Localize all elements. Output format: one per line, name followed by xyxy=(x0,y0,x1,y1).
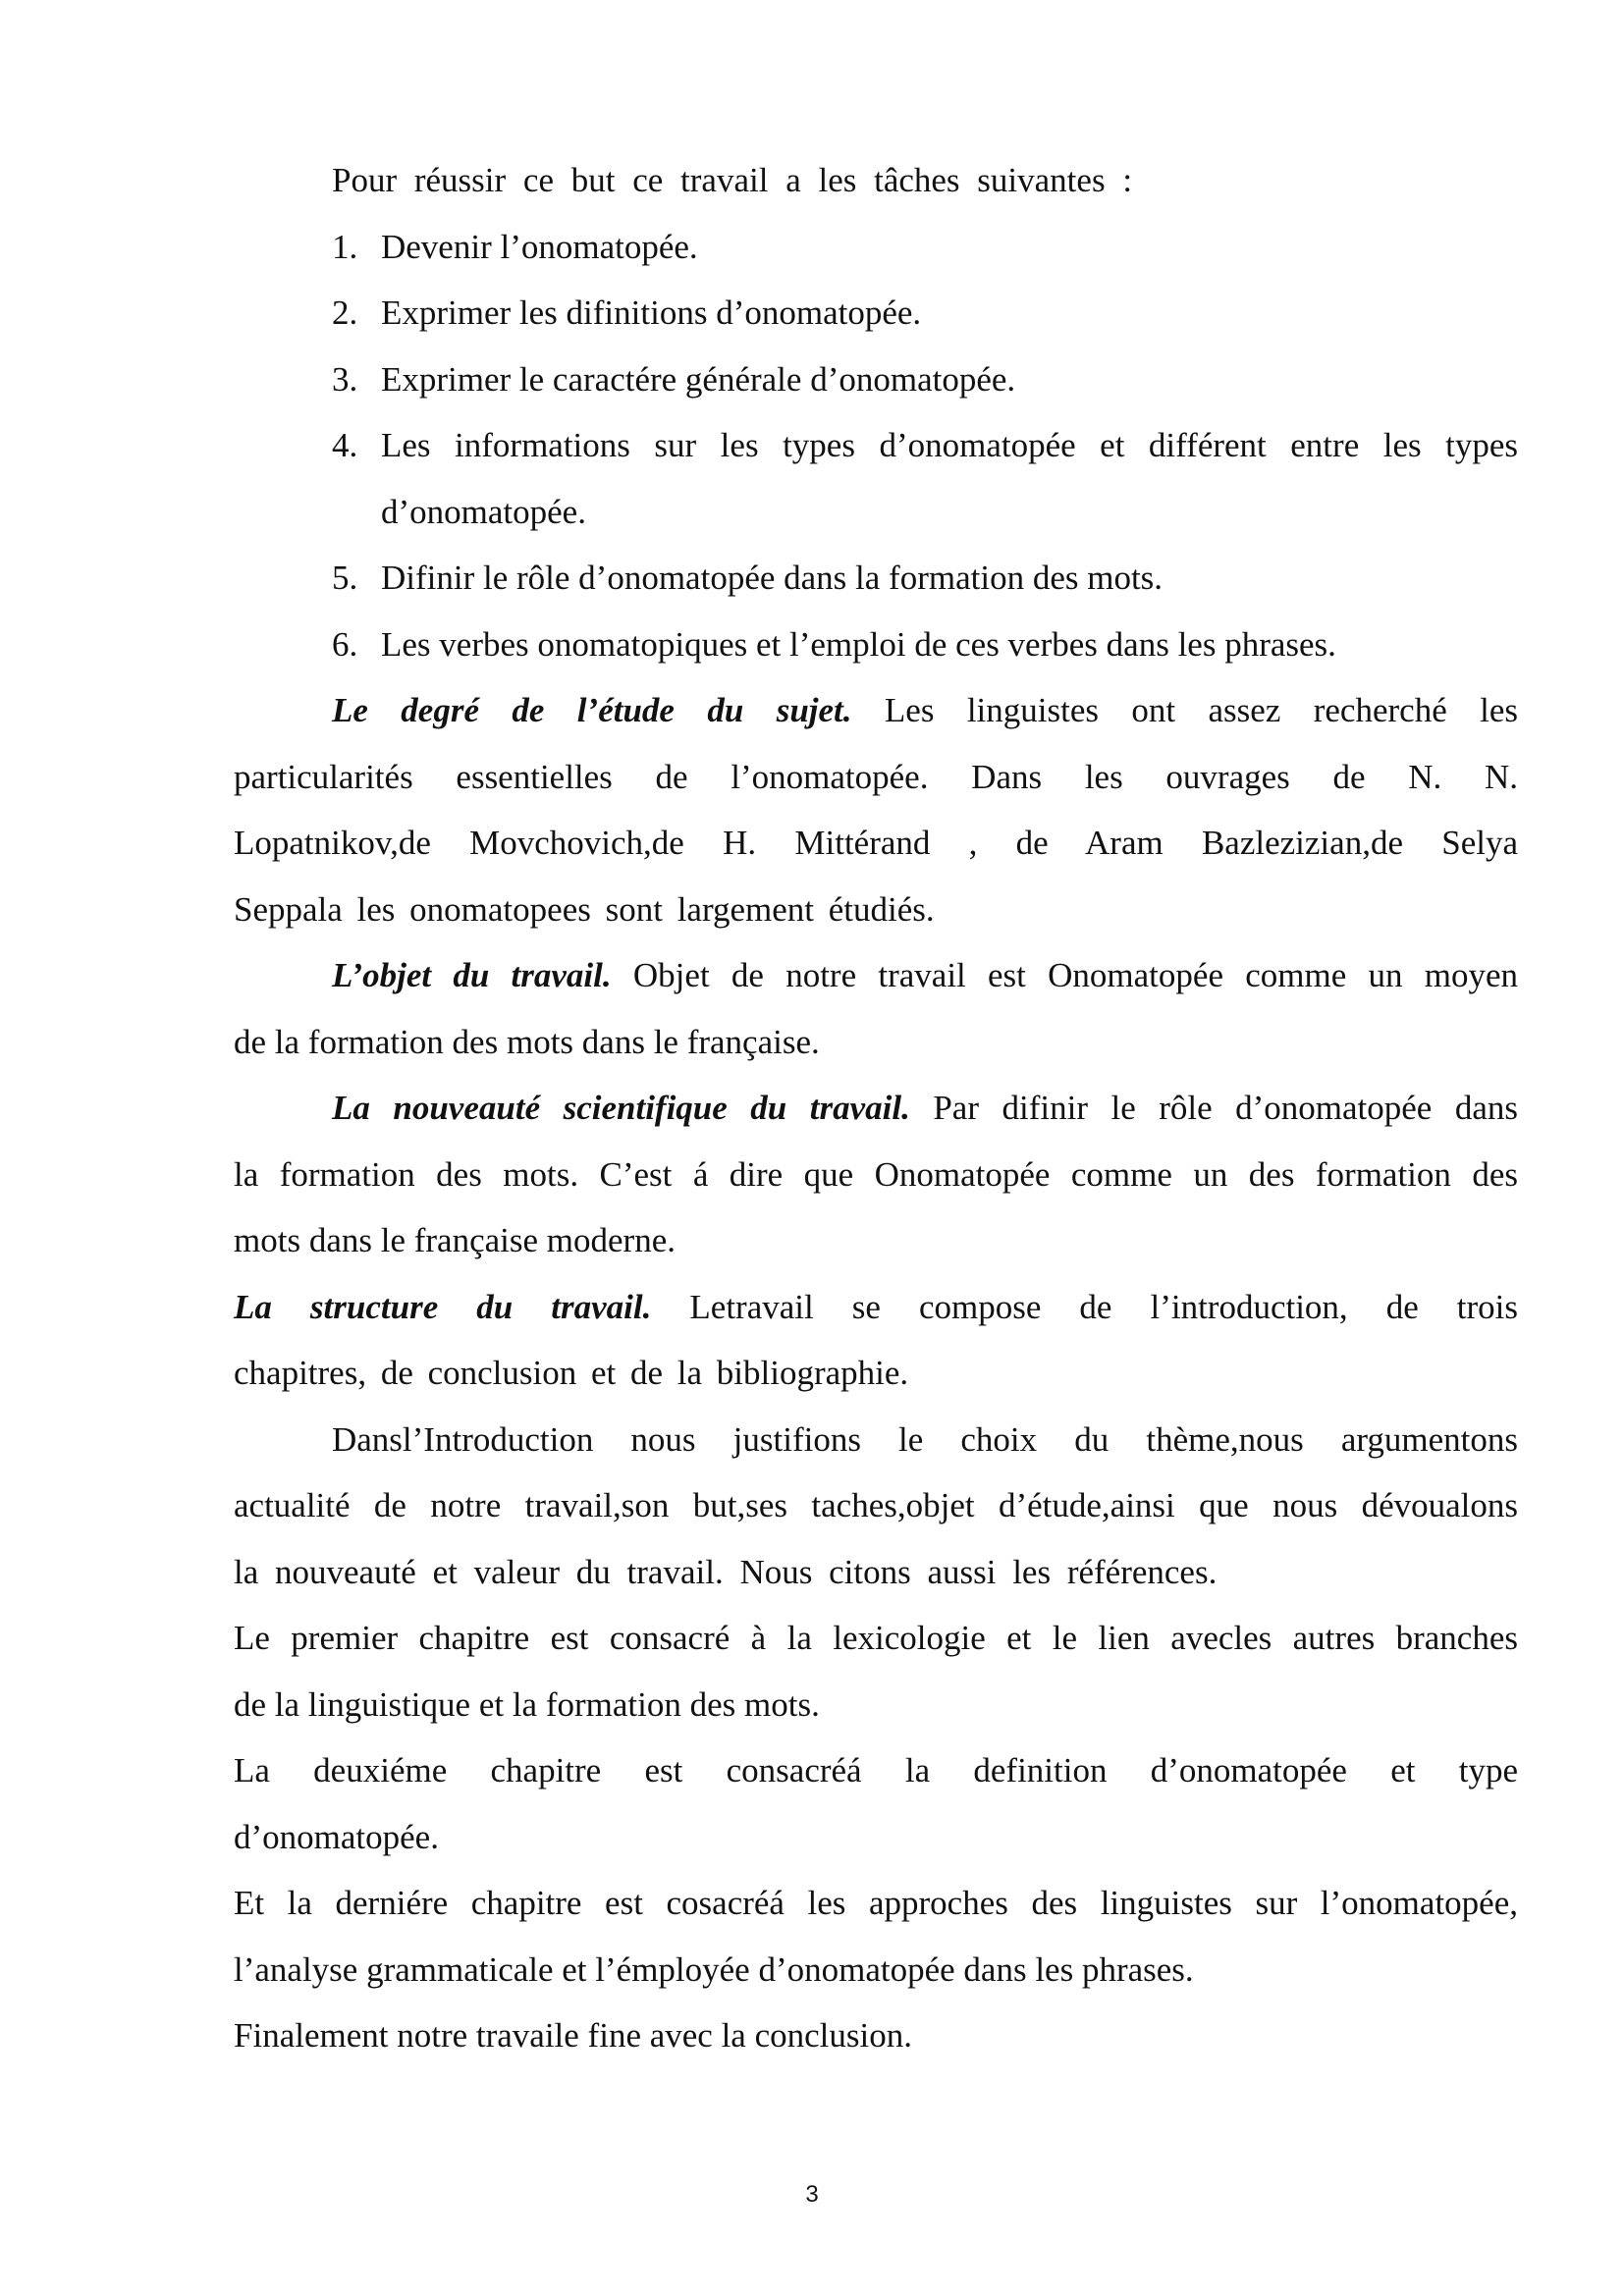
premier-line: Le premier chapitre est consacré à la lexicologie et le lien avecles autres branches xyxy=(234,1619,1518,1657)
premier-paragraph xyxy=(234,1605,1518,1737)
degre-line: particularités essentielles de l’onomatopée. Dans les ouvrages de N. N. xyxy=(234,757,1518,796)
structure-line xyxy=(234,1274,1518,1341)
structure-paragraph xyxy=(234,1274,1518,1407)
nouveaute-heading: La nouveauté scientifique du travail. xyxy=(332,1089,910,1127)
deuxieme-paragraph xyxy=(234,1737,1518,1870)
derniere-line: Et la derniére chapitre est cosacréá les approches des linguistes sur l’onomatopée, xyxy=(234,1884,1518,1922)
list-item-text: Devenir l’onomatopée. xyxy=(381,227,698,266)
document-page xyxy=(234,147,1518,2069)
list-item xyxy=(234,412,1518,479)
deuxieme-line: La deuxiéme chapitre est consacréá la definition d’onomatopée et type xyxy=(234,1751,1518,1789)
degre-heading: Le degré de l’étude du sujet. xyxy=(332,691,852,729)
structure-heading: La structure du travail. xyxy=(234,1287,652,1326)
task-list xyxy=(234,214,1518,678)
list-item xyxy=(234,280,1518,347)
objet-text: Objet de notre travail est Onomatopée comme un moyen xyxy=(632,956,1519,994)
list-item-number: 4. xyxy=(332,426,358,464)
list-item-text: Les verbes onomatopiques et l’emploi de ces verbes dans les phrases. xyxy=(381,624,1336,664)
intro-line: Pour réussir ce but ce travail a les tâches suivantes : xyxy=(332,161,1133,199)
degre-paragraph xyxy=(234,677,1518,942)
list-item-number: 3. xyxy=(332,359,358,399)
list-item xyxy=(234,545,1518,612)
list-item-text: Exprimer les difinitions d’onomatopée. xyxy=(381,294,922,332)
nouveaute-text: Par difinir le rôle d’onomatopée dans xyxy=(933,1089,1518,1127)
structure-text: Letravail se compose de l’introduction, de trois xyxy=(689,1287,1519,1326)
introduction-line: la nouveauté et valeur du travail. Nous citons aussi les références. xyxy=(234,1552,1218,1591)
list-item-text: Difinir le rôle d’onomatopée dans la formation des mots. xyxy=(381,559,1164,597)
list-item-text: Les informations sur les types d’onomatopée et différent entre les types xyxy=(381,426,1518,464)
list-item xyxy=(234,612,1518,678)
structure-line: chapitres, de conclusion et de la bibliographie. xyxy=(234,1354,909,1392)
list-item xyxy=(234,214,1518,281)
list-item-continuation: d’onomatopée. xyxy=(381,492,586,531)
objet-line xyxy=(234,942,1518,1009)
degre-line: Seppala les onomatopees sont largement étudiés. xyxy=(234,889,935,929)
list-item-number: 1. xyxy=(332,227,358,266)
list-item-number: 5. xyxy=(332,559,358,597)
final-line: Finalement notre travaile fine avec la conclusion. xyxy=(234,2016,912,2055)
introduction-line: actualité de notre travail,son but,ses taches,objet d’étude,ainsi que nous dévoualons xyxy=(234,1486,1518,1524)
list-item xyxy=(234,347,1518,413)
nouveaute-line: la formation des mots. C’est á dire que Onomatopée comme un des formation des xyxy=(234,1154,1518,1194)
objet-heading: L’objet du travail. xyxy=(332,956,612,994)
nouveaute-paragraph xyxy=(234,1075,1518,1274)
introduction-line: Dansl’Introduction nous justifions le choix du thème,nous argumentons xyxy=(332,1419,1518,1459)
deuxieme-line: d’onomatopée. xyxy=(234,1817,439,1856)
nouveaute-line: mots dans le française moderne. xyxy=(234,1221,676,1259)
objet-paragraph xyxy=(234,942,1518,1075)
premier-line: de la linguistique et la formation des mots. xyxy=(234,1684,820,1724)
derniere-line: l’analyse grammaticale et l’émployée d’onomatopée dans les phrases. xyxy=(234,1949,1194,1989)
degre-line: Lopatnikov,de Movchovich,de H. Mittérand , de Aram Bazlezizian,de Selya xyxy=(234,824,1518,862)
list-item-number: 6. xyxy=(332,624,358,664)
page-number: 3 xyxy=(805,2181,819,2208)
nouveaute-line xyxy=(234,1075,1518,1142)
introduction-paragraph xyxy=(234,1407,1518,1606)
objet-line: de la formation des mots dans le française. xyxy=(234,1022,820,1061)
derniere-paragraph xyxy=(234,1870,1518,2002)
list-item-number: 2. xyxy=(332,294,358,332)
degre-line xyxy=(234,677,1518,744)
list-item-text: Exprimer le caractére générale d’onomatopée. xyxy=(381,359,1016,399)
degre-text: Les linguistes ont assez recherché les xyxy=(884,691,1518,729)
